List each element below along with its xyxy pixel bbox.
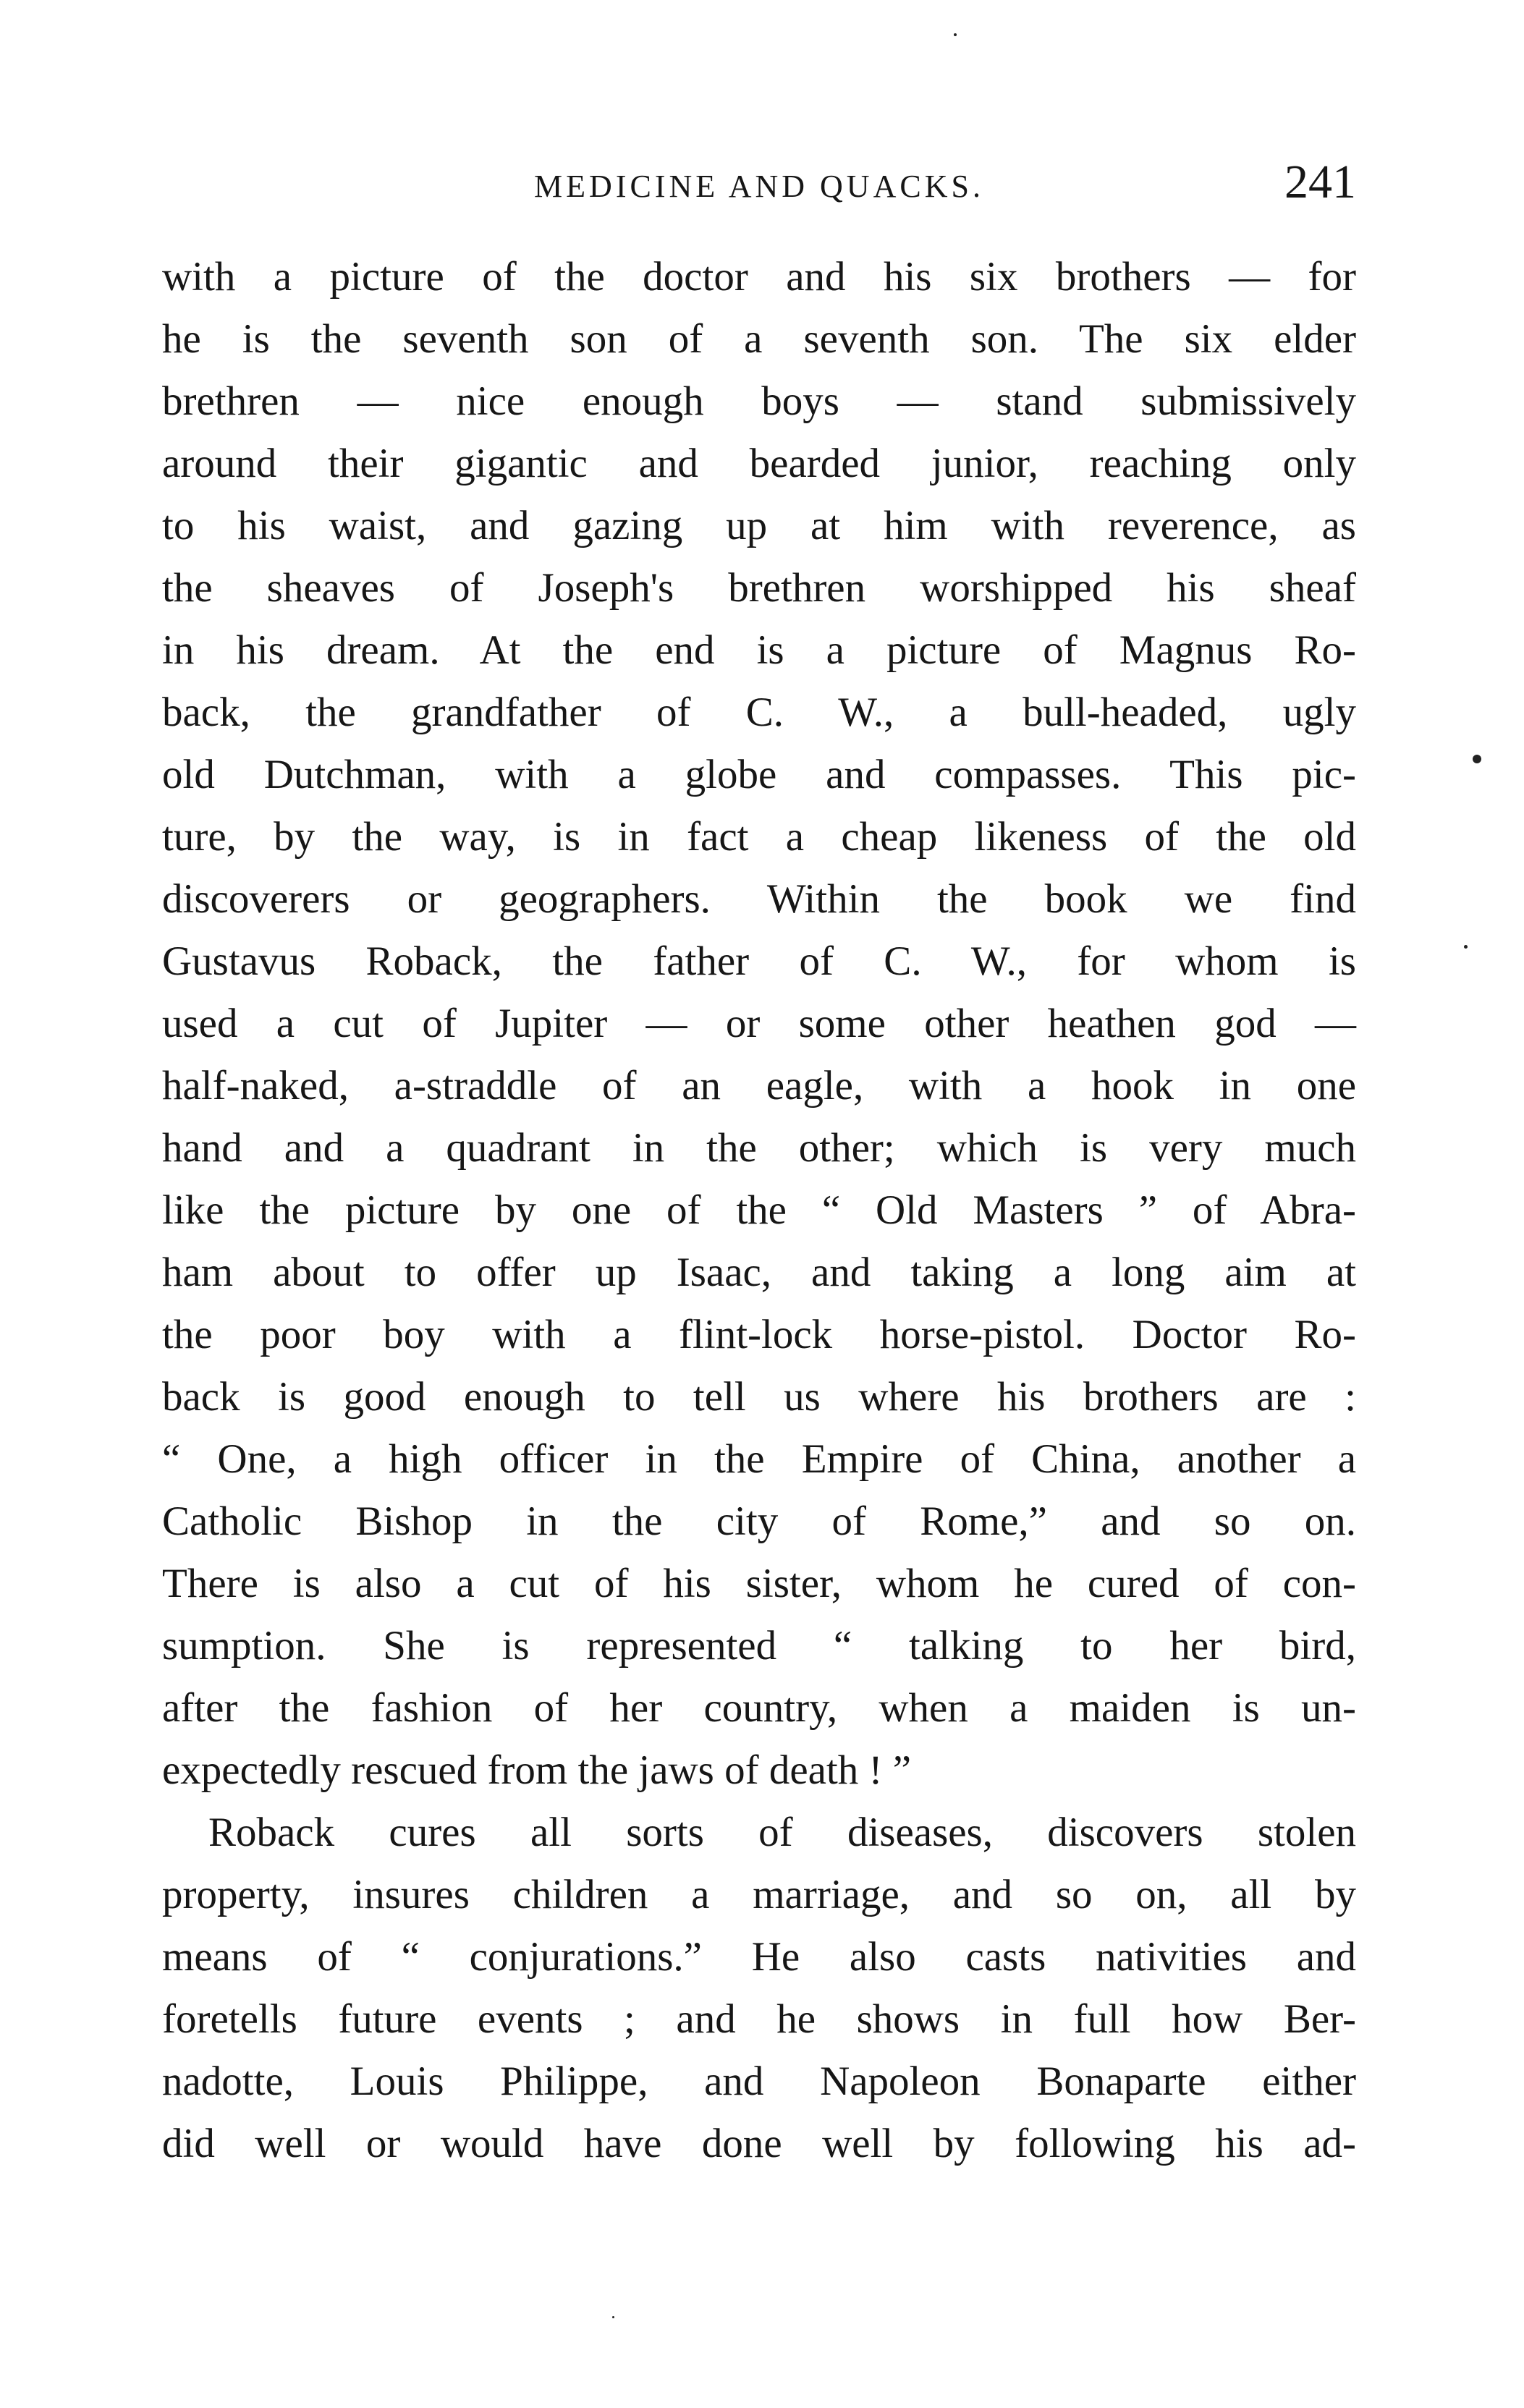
text-line: used a cut of Jupiter — or some other heathen god —	[162, 1001, 1356, 1046]
text-line: ture, by the way, is in fact a cheap likeness of the old	[162, 814, 1356, 860]
text-line: discoverers or geographers. Within the book we find	[162, 876, 1356, 922]
text-line: around their gigantic and bearded junior, reaching only	[162, 441, 1356, 486]
text-line: after the fashion of her country, when a maiden is un-	[162, 1685, 1356, 1731]
text-line: with a picture of the doctor and his six brothers — for	[162, 254, 1356, 300]
margin-speck	[1464, 945, 1468, 949]
text-line: ham about to offer up Isaac, and taking a long aim at	[162, 1250, 1356, 1295]
margin-speck	[954, 33, 957, 36]
text-line: he is the seventh son of a seventh son. The six elder	[162, 316, 1356, 362]
text-line: in his dream. At the end is a picture of Magnus Ro-	[162, 627, 1356, 673]
text-line: back is good enough to tell us where his brothers are :	[162, 1374, 1356, 1420]
text-line: foretells future events ; and he shows in full how Ber-	[162, 1996, 1356, 2042]
page-header	[162, 155, 1356, 213]
text-line: back, the grandfather of C. W., a bull-headed, ugly	[162, 690, 1356, 735]
margin-speck	[612, 2316, 614, 2318]
text-line: did well or would have done well by following his ad-	[162, 2121, 1356, 2166]
text-line: hand and a quadrant in the other; which is very much	[162, 1125, 1356, 1171]
text-line: nadotte, Louis Philippe, and Napoleon Bonaparte either	[162, 2059, 1356, 2104]
text-line: brethren — nice enough boys — stand submissively	[162, 378, 1356, 424]
running-head: MEDICINE AND QUACKS.	[534, 169, 984, 204]
text-line: old Dutchman, with a globe and compasses. This pic-	[162, 752, 1356, 797]
text-line: “ One, a high officer in the Empire of China, another a	[162, 1436, 1356, 1482]
text-line: Catholic Bishop in the city of Rome,” and so on.	[162, 1498, 1356, 1544]
paragraph-end-line: expectedly rescued from the jaws of death ! ”	[162, 1747, 912, 1793]
text-line: Gustavus Roback, the father of C. W., for whom is	[162, 938, 1356, 984]
text-line: the poor boy with a flint-lock horse-pistol. Doctor Ro-	[162, 1312, 1356, 1357]
margin-speck	[1473, 755, 1481, 763]
text-line: half-naked, a-straddle of an eagle, with a hook in one	[162, 1063, 1356, 1108]
text-line: property, insures children a marriage, and so on, all by	[162, 1872, 1356, 1917]
text-line: sumption. She is represented “ talking to her bird,	[162, 1623, 1356, 1669]
text-line: like the picture by one of the “ Old Masters ” of Abra-	[162, 1187, 1356, 1233]
body-text	[162, 246, 1356, 2175]
text-line: to his waist, and gazing up at him with reverence, as	[162, 503, 1356, 548]
text-line: the sheaves of Joseph's brethren worshipped his sheaf	[162, 565, 1356, 611]
text-line: There is also a cut of his sister, whom he cured of con-	[162, 1561, 1356, 1606]
page-number: 241	[1284, 156, 1356, 208]
text-line: means of “ conjurations.” He also casts nativities and	[162, 1934, 1356, 1980]
paragraph-start-line: Roback cures all sorts of diseases, discovers stolen	[208, 1810, 1356, 1855]
